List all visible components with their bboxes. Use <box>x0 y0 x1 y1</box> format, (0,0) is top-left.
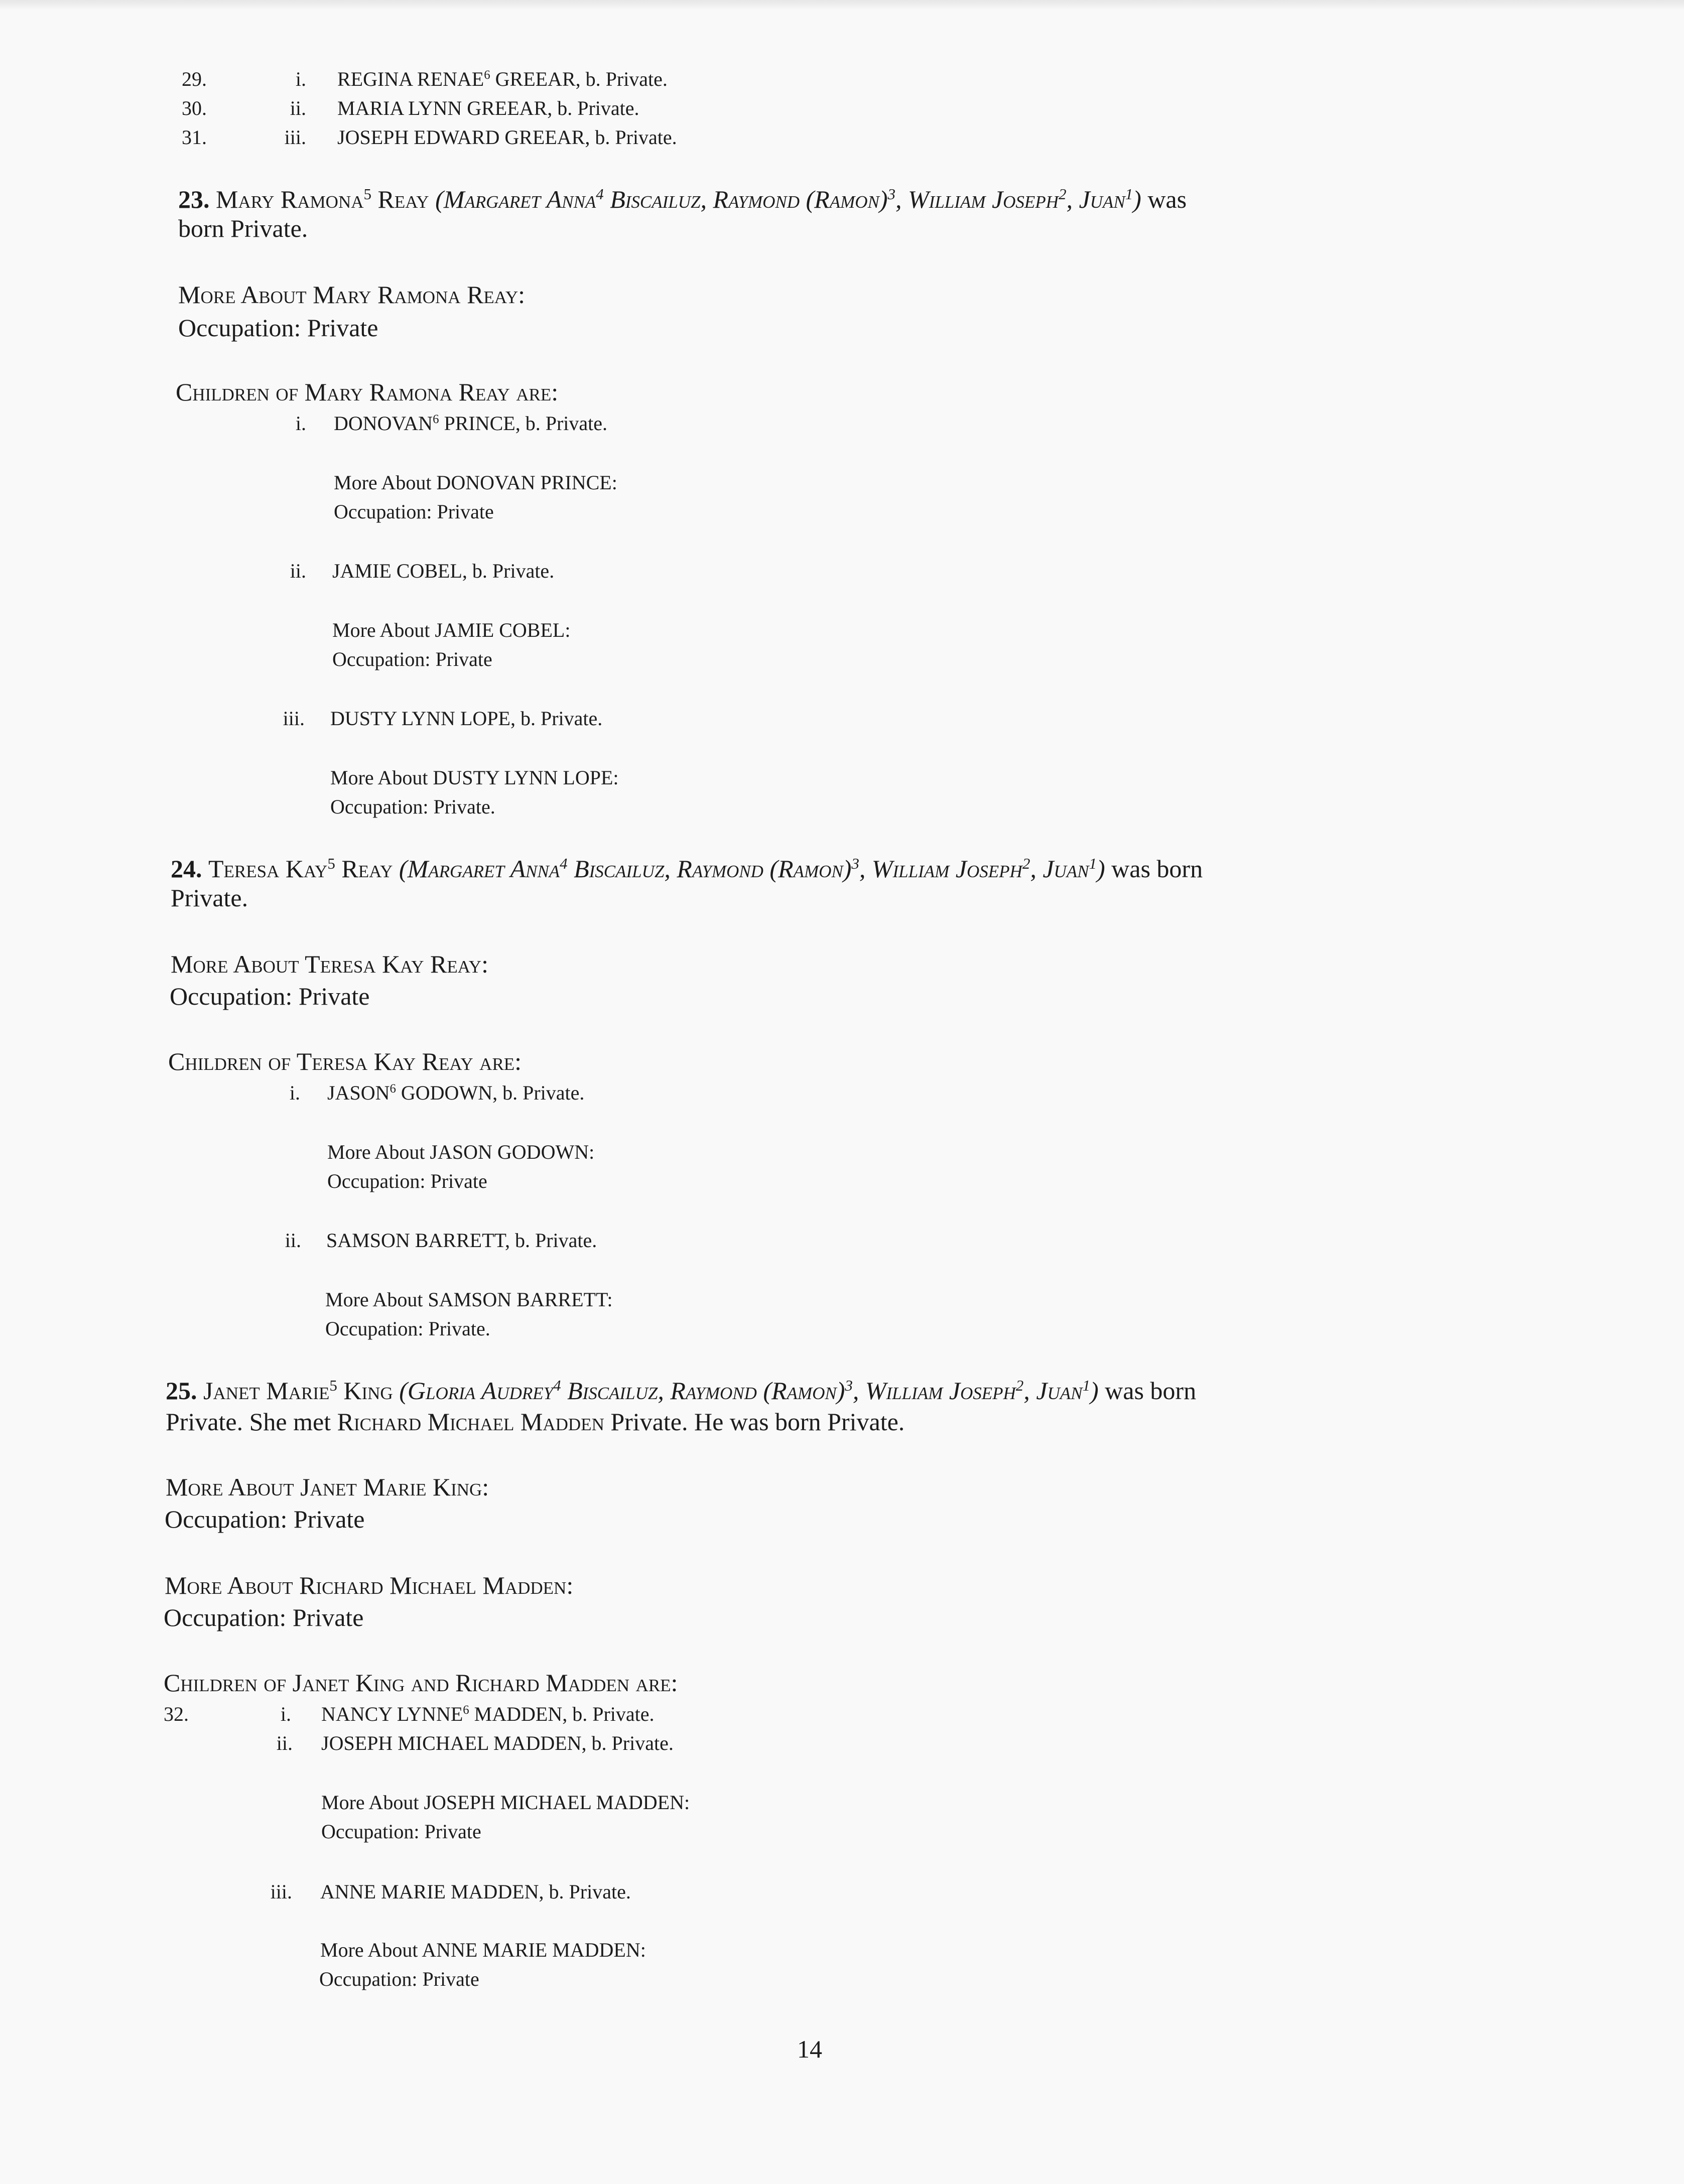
ancestry-line: (Gloria Audrey$^4$ Biscailuz, Raymond (Ramon)$^3$, William Joseph$^2$, Juan$^1$) <box>399 1376 1099 1405</box>
person-number: 29. <box>182 68 207 90</box>
page-top-edge <box>0 0 1684 10</box>
page-number: 14 <box>797 2035 822 2063</box>
generation-number: 6 <box>463 1703 469 1717</box>
birth-line: Private. She met Richard Michael Madden Private. He was born Private. <box>166 1408 905 1436</box>
roman-numeral: iii. <box>284 126 306 149</box>
roman-numeral: iii. <box>283 707 305 730</box>
child-entry: DONOVAN$^6$ PRINCE, b. Private. <box>334 412 608 435</box>
more-about-heading: More About SAMSON BARRETT: <box>325 1288 613 1311</box>
child-entry: DUSTY LYNN LOPE, b. Private. <box>330 707 603 730</box>
spouse-name: Richard Michael Madden <box>337 1408 604 1436</box>
generation-number: 5 <box>327 854 335 872</box>
children-heading: Children of Janet King and Richard Madden are: <box>164 1669 678 1697</box>
more-about-heading: More About DUSTY LYNN LOPE: <box>330 766 619 789</box>
child-entry: MARIA LYNN GREEAR, b. Private. <box>337 97 639 119</box>
generation-number: 6 <box>433 413 439 427</box>
occupation: Occupation: Private <box>165 1505 365 1533</box>
ancestry-line: (Margaret Anna$^4$ Biscailuz, Raymond (Ramon)$^3$, William Joseph$^2$, Juan$^1$) <box>435 185 1141 213</box>
children-heading: Children of Mary Ramona Reay are: <box>176 378 559 406</box>
more-about-heading: More About Teresa Kay Reay: <box>171 950 488 978</box>
occupation: Occupation: Private. <box>325 1317 490 1340</box>
person-name: Teresa Kay$^5$ Reay <box>208 854 393 883</box>
section-heading: 23. Mary Ramona$^5$ Reay (Margaret Anna$^4$ Biscailuz, Raymond (Ramon)$^3$, William Joseph$^2$, Juan$^1$) was <box>178 185 1187 213</box>
more-about-heading: More About DONOVAN PRINCE: <box>334 471 617 494</box>
more-about-heading: More About JOSEPH MICHAEL MADDEN: <box>321 1791 690 1814</box>
roman-numeral: ii. <box>290 560 306 582</box>
child-entry: JASON$^6$ GODOWN, b. Private. <box>327 1081 585 1104</box>
roman-numeral: iii. <box>270 1880 292 1903</box>
child-entry: ANNE MARIE MADDEN, b. Private. <box>320 1880 631 1903</box>
more-about-heading: More About Janet Marie King: <box>166 1473 489 1501</box>
occupation: Occupation: Private <box>164 1603 364 1631</box>
person-number: 24. <box>171 855 202 883</box>
generation-number: 5 <box>363 185 371 203</box>
child-entry <box>337 69 668 89</box>
roman-numeral: i. <box>295 412 306 435</box>
person-number: 23. <box>178 185 210 213</box>
roman-numeral: i. <box>280 1703 291 1725</box>
generation-number: 6 <box>390 1082 396 1096</box>
birth-line: born Private. <box>178 214 308 242</box>
child-entry: SAMSON BARRETT, b. Private. <box>326 1229 597 1252</box>
child-entry: JAMIE COBEL, b. Private. <box>332 560 555 582</box>
more-about-heading: More About JAMIE COBEL: <box>332 619 571 641</box>
occupation: Occupation: Private <box>327 1170 487 1192</box>
section-heading: 24. Teresa Kay$^5$ Reay (Margaret Anna$^4$ Biscailuz, Raymond (Ramon)$^3$, William Joseph$^2$, Juan$^1$) was born <box>171 854 1203 883</box>
more-about-heading: More About Mary Ramona Reay: <box>178 281 526 309</box>
person-number: 25. <box>166 1377 197 1405</box>
person-name: Janet Marie$^5$ King <box>203 1376 393 1405</box>
birth-line: Private. <box>171 884 248 912</box>
occupation: Occupation: Private <box>170 982 370 1010</box>
child-name: REGINA RENAE <box>337 68 484 90</box>
more-about-heading: More About Richard Michael Madden: <box>165 1571 574 1599</box>
roman-numeral: ii. <box>290 97 306 119</box>
occupation: Occupation: Private. <box>330 795 495 818</box>
person-number: 32. <box>164 1703 189 1725</box>
child-entry: NANCY LYNNE$^6$ MADDEN, b. Private. <box>321 1703 655 1725</box>
ancestry-line: (Margaret Anna$^4$ Biscailuz, Raymond (Ramon)$^3$, William Joseph$^2$, Juan$^1$) <box>399 854 1105 883</box>
generation-number: 5 <box>329 1376 337 1394</box>
child-entry: JOSEPH EDWARD GREEAR, b. Private. <box>337 126 677 149</box>
occupation: Occupation: Private <box>178 314 378 342</box>
occupation: Occupation: Private <box>319 1968 479 1990</box>
more-about-heading: More About ANNE MARIE MADDEN: <box>320 1939 646 1961</box>
more-about-heading: More About JASON GODOWN: <box>327 1141 595 1163</box>
roman-numeral: i. <box>289 1081 300 1104</box>
roman-numeral: ii. <box>285 1229 301 1252</box>
section-heading: 25. Janet Marie$^5$ King (Gloria Audrey$^4$ Biscailuz, Raymond (Ramon)$^3$, William Joseph$^2$, Juan$^1$) was born <box>166 1376 1197 1405</box>
child-birth: GREEAR, b. Private. <box>490 68 668 90</box>
roman-numeral: i. <box>295 68 306 90</box>
occupation: Occupation: Private <box>334 500 494 523</box>
children-heading: Children of Teresa Kay Reay are: <box>168 1047 522 1075</box>
person-number: 31. <box>182 126 207 149</box>
roman-numeral: ii. <box>276 1732 293 1754</box>
person-number: 30. <box>182 97 207 119</box>
occupation: Occupation: Private <box>321 1820 481 1843</box>
generation-number: 6 <box>484 68 490 82</box>
child-entry: JOSEPH MICHAEL MADDEN, b. Private. <box>321 1732 674 1754</box>
occupation: Occupation: Private <box>332 648 492 670</box>
person-name: Mary Ramona$^5$ Reay <box>216 185 429 213</box>
